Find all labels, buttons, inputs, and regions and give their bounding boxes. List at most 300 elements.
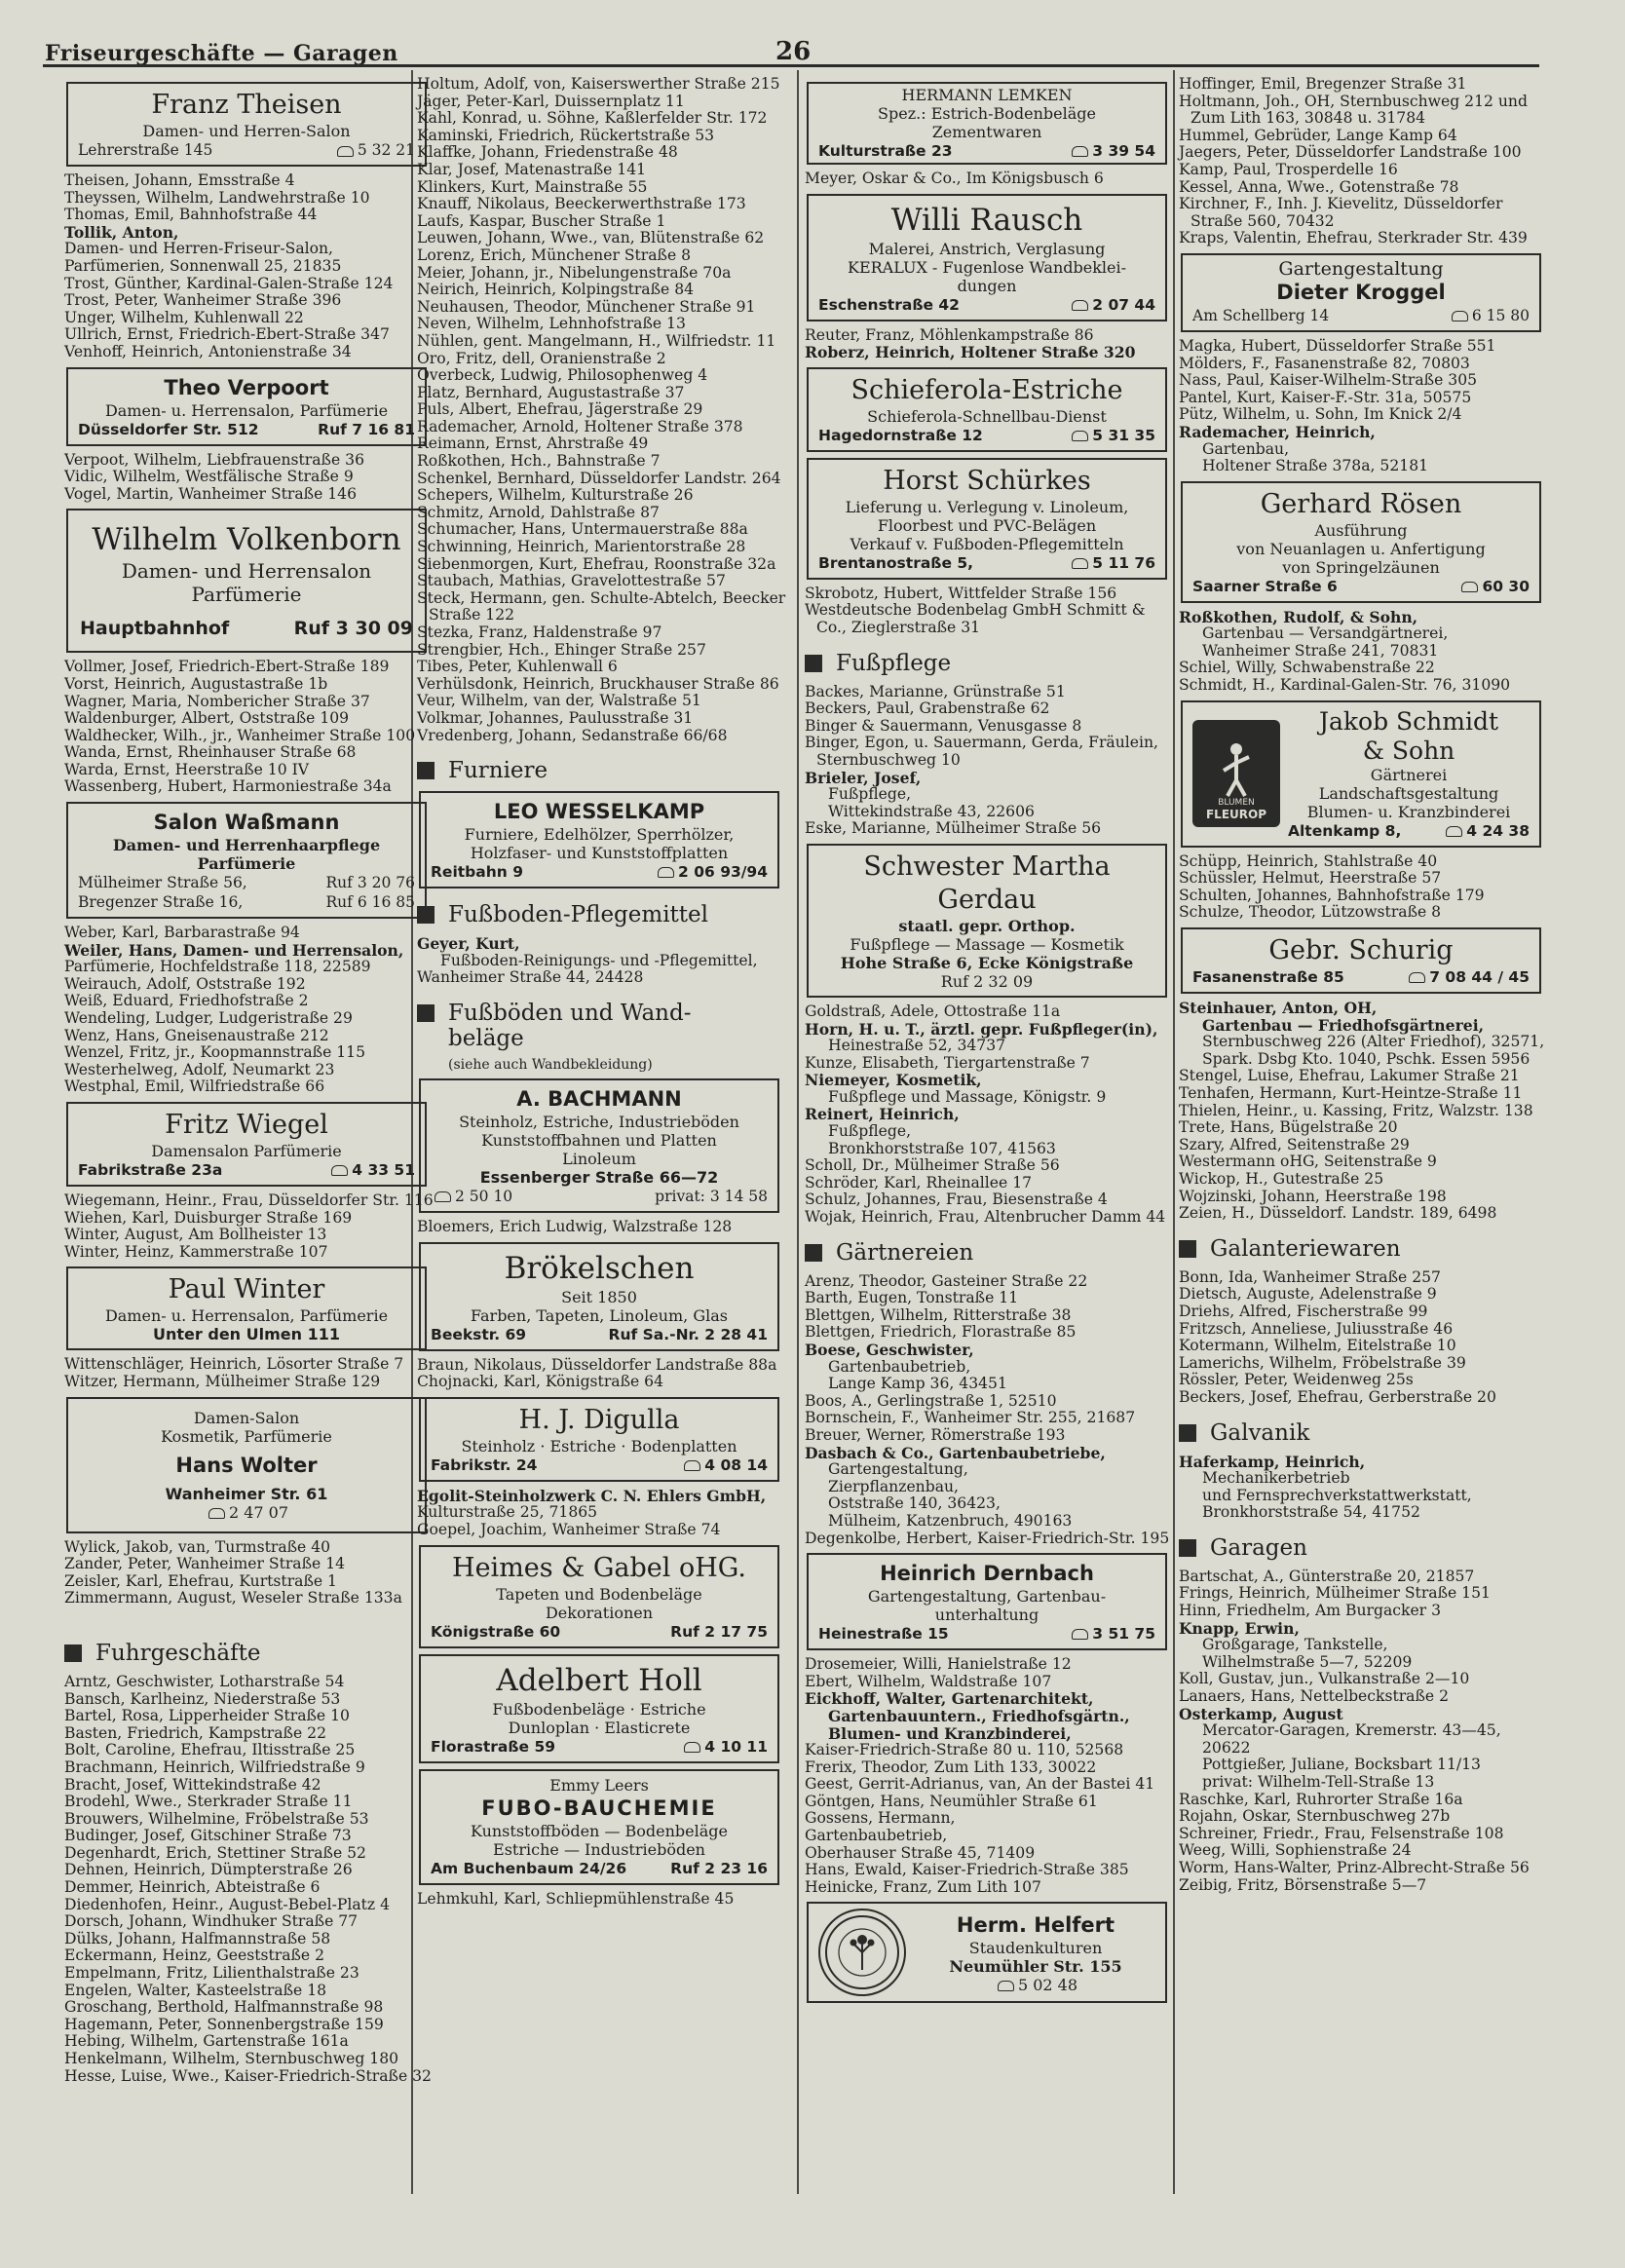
ad-gerdau	[807, 844, 1167, 998]
ad-heimes	[419, 1545, 779, 1648]
ad-volkenborn	[66, 509, 427, 653]
page-number: 26	[775, 37, 812, 66]
directory-entry: Pütz, Wilhelm, u. Sohn, Im Knick 2/4	[1179, 405, 1462, 424]
entry-list	[64, 1192, 435, 1261]
column-3	[805, 76, 1175, 2009]
cross-reference: (siehe auch Wandbekleidung)	[448, 1056, 653, 1073]
directory-entry: Fritzsch, Anneliese, Juliusstraße 46	[1179, 1319, 1454, 1338]
directory-entry: Dietsch, Auguste, Adelenstraße 9	[1179, 1285, 1437, 1304]
phone-icon	[1072, 146, 1088, 157]
directory-entry: Bornschein, F., Wanheimer Str. 255, 21687	[805, 1409, 1136, 1427]
directory-entry: Nühlen, gent. Mangelmann, H., Wilfriedstr. 11	[417, 331, 776, 350]
directory-entry: Ebert, Wilhelm, Waldstraße 107	[805, 1672, 1052, 1690]
section-square-icon	[1179, 1539, 1196, 1557]
directory-entry: Zierpflanzenbau,	[828, 1477, 959, 1495]
entry-bold: Rademacher, Heinrich,	[1179, 422, 1376, 441]
entry-list	[805, 684, 1175, 770]
ad-street: Düsseldorfer Str. 512	[78, 420, 259, 438]
directory-entry: Kaiser-Friedrich-Straße 80 u. 110, 52568	[805, 1741, 1124, 1759]
entry-list	[805, 1461, 1175, 1547]
directory-entry: Magka, Hubert, Düsseldorfer Straße 551	[1179, 336, 1496, 355]
ad-line: Damen-Salon	[193, 1408, 300, 1427]
directory-entry: Kraps, Valentin, Ehefrau, Sterkrader Str. 439	[1179, 229, 1528, 247]
ad-phone: 2 47 07	[228, 1502, 289, 1522]
ad-name: A. BACHMANN	[516, 1086, 682, 1111]
messenger-figure-icon	[1214, 741, 1259, 798]
directory-entry: Henkelmann, Wilhelm, Sternbuschweg 180	[64, 2050, 399, 2067]
ad-line: von Springelzäunen	[1282, 557, 1440, 577]
directory-entry: Eckermann, Heinz, Geeststraße 2	[64, 1947, 325, 1965]
section-title: Fußboden-Pflegemittel	[448, 902, 709, 928]
directory-entry: Boos, A., Gerlingstraße 1, 52510	[805, 1391, 1057, 1410]
directory-entry: Schulten, Johannes, Bahnhofstraße 179	[1179, 886, 1485, 904]
entry-bold: Roberz, Heinrich, Holtener Straße 320	[805, 343, 1136, 362]
ad-name: Franz Theisen	[151, 90, 342, 120]
ad-street: Beekstr. 69	[431, 1325, 527, 1343]
directory-entry: Beckers, Josef, Ehefrau, Gerberstraße 20	[1179, 1387, 1496, 1406]
entry-list	[805, 1003, 1175, 1021]
section-square-icon	[417, 762, 435, 779]
directory-entry: Veur, Wilhelm, van der, Walstraße 51	[417, 692, 701, 710]
directory-entry: Mölders, F., Fasanenstraße 82, 70803	[1179, 354, 1470, 372]
entry-bold: Haferkamp, Heinrich,	[1179, 1452, 1366, 1471]
ad-name: Wilhelm Volkenborn	[92, 522, 401, 558]
directory-entry: Dehnen, Heinrich, Dümpterstraße 26	[64, 1861, 353, 1879]
directory-entry: Raschke, Karl, Ruhrorter Straße 16a	[1179, 1790, 1463, 1808]
directory-entry: Drosemeier, Willi, Hanielstraße 12	[805, 1655, 1072, 1674]
fleurop-logo-word: FLEUROP	[1205, 808, 1267, 822]
phone-icon	[684, 1742, 700, 1753]
directory-entry: Stengel, Luise, Ehefrau, Lakumer Straße 21	[1179, 1067, 1520, 1085]
directory-entry: Großgarage, Tankstelle,	[1202, 1636, 1388, 1654]
directory-entry: Lange Kamp 36, 43451	[828, 1375, 1007, 1393]
directory-entry: Bronkhorststraße 54, 41752	[1202, 1503, 1420, 1522]
directory-entry: Jäger, Peter-Karl, Duissernplatz 11	[417, 92, 685, 110]
ad-name: Heinrich Dernbach	[880, 1562, 1094, 1586]
entry-list	[805, 1089, 1175, 1107]
phone-icon	[1072, 1629, 1088, 1640]
ad-schieferola	[807, 367, 1167, 452]
ad-line: Gartengestaltung	[1278, 257, 1444, 280]
section-title: Gärtnereien	[836, 1239, 974, 1266]
ad-schuerkes	[807, 458, 1167, 580]
column-4	[1179, 76, 1549, 1894]
ad-name: Jakob Schmidt	[1318, 706, 1499, 736]
ad-line: Gartengestaltung, Gartenbau-	[867, 1587, 1107, 1606]
directory-entry: Kessel, Anna, Wwe., Gotenstraße 78	[1179, 177, 1459, 196]
directory-entry: Ullrich, Ernst, Friedrich-Ebert-Straße 347	[64, 325, 390, 344]
entry-list	[805, 1742, 1175, 1896]
entry-list	[417, 76, 787, 744]
directory-entry: Wojzinski, Johann, Heerstraße 198	[1179, 1187, 1447, 1205]
ad-name: LEO WESSELKAMP	[493, 800, 705, 824]
ad-address: Mülheimer Straße 56,	[78, 874, 247, 892]
ad-schmidt	[1181, 700, 1541, 848]
entry-bold: Gartenbau — Friedhofsgärtnerei,	[1202, 1015, 1485, 1035]
ad-name: Willi Rausch	[890, 202, 1083, 238]
directory-entry: Vollmer, Josef, Friedrich-Ebert-Straße 189	[64, 658, 390, 676]
phone-icon	[1072, 431, 1088, 441]
directory-entry: Westphal, Emil, Wilfriedstraße 66	[64, 1077, 325, 1096]
section-square-icon	[1179, 1240, 1196, 1258]
directory-entry: Budinger, Josef, Gitschiner Straße 73	[64, 1827, 352, 1845]
directory-entry: Arenz, Theodor, Gasteiner Straße 22	[805, 1271, 1088, 1290]
ad-phone: Ruf 7 16 81	[318, 420, 415, 438]
section-heading	[64, 1641, 435, 1666]
directory-entry: Goldstraß, Adele, Ottostraße 11a	[805, 1002, 1061, 1020]
entry-list	[1179, 1722, 1549, 1894]
entry-bold: Tollik, Anton,	[64, 222, 179, 242]
directory-entry: Wylick, Jakob, van, Turmstraße 40	[64, 1537, 331, 1556]
directory-entry: Staubach, Mathias, Gravelottestraße 57	[417, 572, 726, 590]
directory-entry: Kaminski, Friedrich, Rückertstraße 53	[417, 126, 715, 144]
directory-entry: Lanaers, Hans, Nettelbeckstraße 2	[1179, 1687, 1450, 1706]
directory-entry: Gartenbaubetrieb,	[805, 1827, 948, 1845]
directory-entry: Holtener Straße 378a, 52181	[1202, 457, 1429, 475]
section-title: Fußböden und Wand-	[448, 1000, 692, 1026]
directory-entry: Sternbuschweg 226 (Alter Friedhof), 32571,	[1202, 1033, 1545, 1051]
directory-entry: Volkmar, Johannes, Paulusstraße 31	[417, 708, 694, 727]
directory-entry: Pottgießer, Juliane, Bocksbart 11/13	[1202, 1756, 1481, 1774]
directory-entry: Hoffinger, Emil, Bregenzer Straße 31	[1179, 75, 1467, 93]
directory-entry: Eske, Marianne, Mülheimer Straße 56	[805, 819, 1102, 838]
directory-entry: Winter, August, Am Bollheister 13	[64, 1226, 327, 1244]
directory-entry: Lamerichs, Wilhelm, Fröbelstraße 39	[1179, 1353, 1466, 1372]
directory-entry: Schenkel, Bernhard, Düsseldorfer Landstr. 264	[417, 469, 781, 487]
ad-phone: Ruf Sa.-Nr. 2 28 41	[608, 1325, 768, 1343]
entry-list	[64, 1674, 435, 2085]
directory-entry: Nass, Paul, Kaiser-Wilhelm-Straße 305	[1179, 371, 1478, 390]
directory-entry: Empelmann, Fritz, Lilienthalstraße 23	[64, 1964, 359, 1983]
directory-entry: Brachmann, Heinrich, Wilfriedstraße 9	[64, 1758, 365, 1776]
directory-entry: Schmitz, Arnold, Dahlstraße 87	[417, 503, 660, 521]
directory-entry: Roßkothen, Hch., Bahnstraße 7	[417, 452, 661, 471]
ad-line: Steinholz · Estriche · Bodenplatten	[461, 1436, 737, 1455]
directory-entry: Jaegers, Peter, Düsseldorfer Landstraße 100	[1179, 143, 1522, 162]
ad-phone: 4 33 51	[352, 1161, 415, 1179]
directory-entry: Gartenbau,	[1202, 439, 1290, 458]
directory-entry: Mechanikerbetrieb	[1202, 1469, 1350, 1488]
ad-phone: 6 15 80	[1471, 306, 1530, 324]
ad-line: Holzfaser- und Kunststoffplatten	[470, 844, 729, 863]
ad-line: Gärtnerei	[1370, 765, 1448, 784]
directory-entry: Bolt, Caroline, Ehefrau, Iltisstraße 25	[64, 1741, 356, 1759]
directory-entry: Heinicke, Franz, Zum Lith 107	[805, 1877, 1041, 1896]
directory-entry: Wanda, Ernst, Rheinhauser Straße 68	[64, 743, 357, 762]
entry-bold: Horn, H. u. T., ärztl. gepr. Fußpfleger(in),	[805, 1019, 1158, 1039]
ad-street: Altenkamp 8,	[1288, 821, 1402, 840]
ad-street: Heinestraße 15	[818, 1625, 949, 1644]
ad-street: Lehrerstraße 145	[78, 141, 213, 159]
directory-entry: Dülks, Johann, Halfmannstraße 58	[64, 1929, 331, 1947]
ad-name: Hans Wolter	[175, 1453, 318, 1477]
entry-list	[417, 1357, 787, 1391]
directory-entry: Fußpflege,	[828, 785, 912, 804]
entry-list	[64, 452, 435, 504]
section-heading	[417, 902, 787, 927]
fleurop-logo-small: BLUMEN	[1218, 798, 1255, 809]
directory-entry: Braun, Nikolaus, Düsseldorfer Landstraße 88a	[417, 1355, 777, 1374]
ad-line: dungen	[957, 276, 1017, 295]
entry-list	[417, 1219, 787, 1236]
directory-entry: Trete, Hans, Bügelstraße 20	[1179, 1118, 1398, 1137]
directory-entry: Unger, Wilhelm, Kuhlenwall 22	[64, 308, 304, 326]
ad-street: Königstraße 60	[431, 1622, 561, 1641]
directory-entry: Blettgen, Wilhelm, Ritterstraße 38	[805, 1305, 1072, 1324]
directory-entry: Neirich, Heinrich, Kolpingstraße 84	[417, 281, 695, 299]
column-divider	[797, 70, 799, 2194]
directory-entry: Zeisler, Karl, Ehefrau, Kurtstraße 1	[64, 1571, 337, 1590]
ad-phone: Ruf 3 20 76	[325, 874, 415, 892]
section-square-icon	[805, 655, 822, 672]
entry-list	[64, 1356, 435, 1390]
directory-entry: Kunze, Elisabeth, Tiergartenstraße 7	[805, 1053, 1090, 1072]
directory-entry: privat: Wilhelm-Tell-Straße 13	[1202, 1773, 1435, 1791]
directory-entry: Wilhelmstraße 5—7, 52209	[1202, 1652, 1413, 1671]
entry-bold: Egolit-Steinholzwerk C. N. Ehlers GmbH,	[417, 1486, 767, 1505]
ad-line: Fußpflege — Massage — Kosmetik	[850, 934, 1124, 954]
directory-entry: Warda, Ernst, Heerstraße 10 IV	[64, 760, 310, 778]
ad-theisen	[66, 82, 427, 167]
phone-icon	[435, 1191, 451, 1202]
ad-digulla	[419, 1397, 779, 1482]
ad-street: Am Buchenbaum 24/26	[431, 1859, 627, 1877]
section-square-icon	[417, 1004, 435, 1022]
entry-list	[805, 327, 1175, 345]
phone-icon	[331, 1165, 348, 1176]
directory-entry: Zeien, H., Düsseldorf. Landstr. 189, 6498	[1179, 1204, 1497, 1223]
ad-street: Fabrikstraße 23a	[78, 1161, 223, 1179]
directory-entry: Weiß, Eduard, Friedhofstraße 2	[64, 992, 309, 1010]
section-square-icon	[417, 906, 435, 924]
directory-entry: Zeibig, Fritz, Börsenstraße 5—7	[1179, 1875, 1427, 1894]
ad-street: Am Schellberg 14	[1192, 306, 1330, 324]
ad-wesselkamp	[419, 791, 779, 888]
directory-entry: Engelen, Walter, Kasteelstraße 18	[64, 1981, 327, 1999]
entry-list	[64, 1539, 435, 1607]
ad-line: Kunststoffbahnen und Platten	[481, 1130, 717, 1150]
directory-entry: Bonn, Ida, Wanheimer Straße 257	[1179, 1267, 1441, 1286]
directory-entry: Witzer, Hermann, Mülheimer Straße 129	[64, 1372, 381, 1390]
ad-broekelschen	[419, 1242, 779, 1351]
ad-line: Kosmetik, Parfümerie	[161, 1426, 332, 1446]
ad-street: Reitbahn 9	[431, 863, 523, 882]
ad-address: Hohe Straße 6, Ecke Königstraße	[840, 953, 1134, 972]
section-title: Fußpflege	[836, 650, 952, 676]
ad-phone: 5 11 76	[1092, 553, 1155, 572]
ad-name: Gebr. Schurig	[1268, 935, 1454, 966]
ad-name: Horst Schürkes	[883, 465, 1091, 496]
ad-name: Schwester Martha Gerdau	[863, 850, 1111, 915]
directory-entry: Szary, Alfred, Seitenstraße 29	[1179, 1135, 1410, 1153]
ad-line: Schieferola-Schnellbau-Dienst	[867, 406, 1107, 426]
entry-bold: Eickhoff, Walter, Gartenarchitekt,	[805, 1689, 1094, 1709]
directory-entry: Kahl, Konrad, u. Söhne, Kaßlerfelder Str. 172	[417, 109, 768, 128]
directory-entry: und Fernsprechverkstattwerkstatt,	[1202, 1486, 1472, 1504]
directory-entry: Knauff, Nikolaus, Beeckerwerthstraße 173	[417, 195, 746, 213]
ad-line: Ausführung	[1314, 520, 1408, 540]
ad-name: Paul Winter	[168, 1274, 325, 1305]
ad-name: H. J. Digulla	[518, 1404, 680, 1435]
ad-street: Neumühler Str. 155	[949, 1956, 1122, 1976]
ad-phone: Ruf 2 32 09	[940, 971, 1034, 991]
ad-phone: 4 08 14	[704, 1455, 768, 1474]
fleurop-logo	[1192, 720, 1280, 827]
entry-bold: Dasbach & Co., Gartenbaubetriebe,	[805, 1443, 1106, 1462]
ad-street: Kulturstraße 23	[818, 142, 953, 160]
directory-entry: Rojahn, Oskar, Sternbuschweg 27b	[1179, 1807, 1451, 1826]
directory-entry: Oberhauser Straße 45, 71409	[805, 1843, 1036, 1862]
directory-entry: Vorst, Heinrich, Augustastraße 1b	[64, 674, 328, 693]
section-heading	[1179, 1420, 1549, 1446]
entry-list	[805, 170, 1175, 188]
directory-entry: Platz, Bernhard, Augustastraße 37	[417, 383, 685, 401]
section-square-icon	[805, 1244, 822, 1262]
directory-entry: Beckers, Paul, Grabenstraße 62	[805, 699, 1050, 718]
directory-entry: Wagner, Maria, Nombericher Straße 37	[64, 692, 370, 710]
entry-list	[805, 1656, 1175, 1690]
ad-line: Damen- und Herrensalon	[121, 559, 372, 584]
directory-entry: Klar, Josef, Matenastraße 141	[417, 160, 647, 178]
directory-entry: Meier, Johann, jr., Nibelungenstraße 70a	[417, 263, 732, 282]
entry-bold: Brieler, Josef,	[805, 768, 922, 787]
entry-list	[805, 786, 1175, 838]
directory-entry: Breuer, Werner, Römerstraße 193	[805, 1425, 1066, 1444]
entry-list	[64, 172, 435, 224]
ad-street: Wanheimer Str. 61	[165, 1484, 328, 1503]
directory-entry: Schröder, Karl, Rheinallee 17	[805, 1173, 1033, 1191]
ad-lemken	[807, 82, 1167, 165]
directory-entry: Heinestraße 52, 34737	[828, 1037, 1006, 1055]
ad-name: HERMANN LEMKEN	[901, 86, 1073, 104]
directory-entry: Trost, Peter, Wanheimer Straße 396	[64, 291, 342, 310]
ad-phone: 2 50 10	[455, 1187, 513, 1205]
section-title: Fuhrgeschäfte	[95, 1640, 261, 1666]
ad-name: Theo Verpoort	[164, 375, 329, 399]
ad-line: unterhaltung	[934, 1606, 1039, 1625]
directory-entry: Göntgen, Hans, Neumühler Straße 61	[805, 1792, 1098, 1810]
ad-line: Damen- u. Herrensalon, Parfümerie	[104, 400, 389, 420]
directory-entry: Wiehen, Karl, Duisburger Straße 169	[64, 1208, 353, 1227]
directory-entry: Basten, Friedrich, Kampstraße 22	[64, 1723, 326, 1742]
directory-entry: Wanheimer Straße 241, 70831	[1202, 641, 1439, 660]
directory-entry: Reimann, Ernst, Ahrstraße 49	[417, 435, 649, 453]
ad-bachmann	[419, 1078, 779, 1213]
phone-icon	[208, 1508, 225, 1519]
directory-entry: Gartenbau — Versandgärtnerei,	[1202, 624, 1449, 643]
ad-address: Bregenzer Straße 16,	[78, 893, 244, 912]
ad-street: Saarner Straße 6	[1192, 577, 1338, 595]
ad-line: Fußbodenbeläge · Estriche	[492, 1699, 706, 1719]
directory-entry: Trost, Günther, Kardinal-Galen-Straße 124	[64, 274, 394, 292]
ad-name: Adelbert Holl	[496, 1662, 702, 1698]
section-range-heading: Friseurgeschäfte — Garagen	[45, 41, 398, 66]
directory-entry: Wojak, Heinrich, Frau, Altenbrucher Damm 44	[805, 1208, 1166, 1227]
directory-entry: Brouwers, Wilhelmine, Fröbelstraße 53	[64, 1809, 369, 1828]
ad-name: FUBO-BAUCHEMIE	[481, 1796, 717, 1820]
ad-name: Brökelschen	[504, 1250, 695, 1286]
entry-list	[1179, 76, 1549, 247]
ad-street: Essenberger Straße 66—72	[479, 1167, 719, 1187]
column-1	[64, 76, 435, 2085]
entry-bold: Steinhauer, Anton, OH,	[1179, 999, 1378, 1018]
directory-entry: Hebing, Wilhelm, Gartenstraße 161a	[64, 2032, 349, 2051]
directory-entry: Holtum, Adolf, von, Kaiserswerther Straße 215	[417, 75, 780, 93]
phone-icon	[684, 1460, 700, 1471]
ad-line: Floorbest und PVC-Belägen	[877, 515, 1097, 535]
ad-phone: 5 32 21	[357, 141, 415, 159]
directory-entry: Schüpp, Heinrich, Stahlstraße 40	[1179, 851, 1438, 870]
entry-bold: Roßkothen, Rudolf, & Sohn,	[1179, 607, 1418, 626]
directory-entry: Spark. Dsbg Kto. 1040, Pschk. Essen 5956	[1202, 1049, 1531, 1068]
ad-phone: 4 10 11	[704, 1737, 768, 1756]
ad-line: Malerei, Anstrich, Verglasung	[868, 239, 1106, 258]
ad-line: Dekorationen	[545, 1603, 654, 1622]
directory-entry: Weber, Karl, Barbarastraße 94	[64, 924, 300, 942]
directory-entry: Tenhafen, Hermann, Kurt-Heintze-Straße 11	[1179, 1084, 1523, 1102]
directory-entry: Schiel, Willy, Schwabenstraße 22	[1179, 659, 1435, 677]
directory-entry: Groschang, Berthold, Halfmannstraße 98	[64, 1998, 384, 2017]
directory-entry: Wenzel, Fritz, jr., Koopmannstraße 115	[64, 1043, 366, 1062]
ad-wolter	[66, 1397, 427, 1533]
directory-entry: Bansch, Karlheinz, Niederstraße 53	[64, 1689, 341, 1708]
ad-roesen	[1181, 481, 1541, 603]
entry-list	[1179, 1637, 1549, 1705]
ad-line: Verkauf v. Fußboden-Pflegemitteln	[850, 534, 1124, 553]
ad-schurig	[1181, 927, 1541, 994]
ad-line: KERALUX - Fugenlose Wandbeklei-	[847, 257, 1127, 277]
directory-entry: Gartenbaubetrieb,	[828, 1357, 971, 1376]
directory-entry: Wittekindstraße 43, 22606	[828, 802, 1035, 820]
ad-line: Damen- und Herrenhaarpflege	[112, 836, 381, 855]
directory-entry: Bracht, Josef, Wittekindstraße 42	[64, 1775, 321, 1794]
phone-icon	[1072, 558, 1088, 569]
directory-entry: Hesse, Luise, Wwe., Kaiser-Friedrich-Straße 32	[64, 2066, 432, 2085]
ad-phone: Ruf 2 23 16	[670, 1859, 768, 1877]
section-heading	[1179, 1236, 1549, 1262]
ad-line: Parfümerie	[191, 583, 302, 607]
directory-entry: Klinkers, Kurt, Mainstraße 55	[417, 177, 648, 196]
directory-entry: Degenhardt, Erich, Stettiner Straße 52	[64, 1843, 366, 1862]
directory-entry: Wendeling, Ludger, Ludgeristraße 29	[64, 1009, 353, 1028]
directory-entry: Winter, Heinz, Kammerstraße 107	[64, 1242, 328, 1261]
directory-entry: Schulze, Theodor, Lützowstraße 8	[1179, 903, 1442, 922]
ad-winter	[66, 1266, 427, 1350]
entry-bold: Geyer, Kurt,	[417, 934, 520, 954]
directory-entry: Frerix, Theodor, Zum Lith 133, 30022	[805, 1758, 1097, 1776]
directory-entry: Parfümerie, Hochfeldstraße 118, 22589	[64, 958, 371, 976]
entry-list	[1179, 338, 1549, 424]
ad-name: & Sohn	[1362, 736, 1455, 765]
section-heading	[805, 651, 1175, 676]
ad-line: Damen- u. Herrensalon, Parfümerie	[104, 1306, 389, 1326]
phone-icon	[1446, 826, 1462, 837]
directory-entry: Driehs, Alfred, Fischerstraße 99	[1179, 1302, 1428, 1320]
entry-list	[805, 1038, 1175, 1072]
directory-entry: Meyer, Oskar & Co., Im Königsbusch 6	[805, 170, 1104, 187]
directory-entry: Westermann oHG, Seitenstraße 9	[1179, 1153, 1437, 1171]
flower-seal-icon	[823, 1913, 901, 1991]
directory-entry: Theisen, Johann, Emsstraße 4	[64, 171, 295, 189]
section-square-icon	[64, 1644, 82, 1662]
directory-entry: Dorsch, Johann, Windhuker Straße 77	[64, 1912, 359, 1931]
section-heading	[417, 758, 787, 783]
section-square-icon	[1179, 1424, 1196, 1442]
entry-bold: Knapp, Erwin,	[1179, 1618, 1300, 1638]
section-title: Galanteriewaren	[1210, 1235, 1401, 1262]
directory-entry: Pantel, Kurt, Kaiser-F.-Str. 31a, 50575	[1179, 388, 1472, 406]
ad-phone-private: privat: 3 14 58	[655, 1187, 768, 1205]
